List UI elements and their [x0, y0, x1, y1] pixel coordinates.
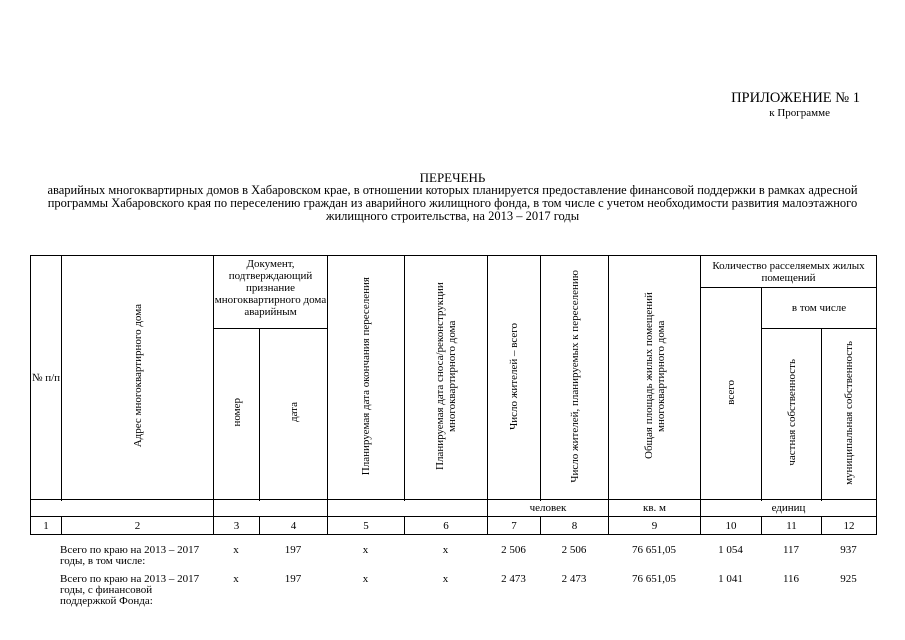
header-document: Документ, подтверждающий признание многоквартирного дома аварийным [214, 256, 328, 329]
header-relocation-end: Планируемая дата окончания переселения [328, 256, 405, 500]
document-title: ПЕРЕЧЕНЬ [419, 170, 486, 185]
column-numbers-row [31, 517, 877, 535]
housing-table [30, 255, 877, 535]
row-rooms-total: 1 041 [718, 573, 743, 585]
row-residents-total: 2 473 [501, 573, 526, 585]
header-number: № п/п [31, 256, 62, 500]
header-rooms-group: Количество расселяемых жилых помещений [701, 256, 877, 288]
unit-units: единиц [701, 500, 877, 517]
row-demolition: х [442, 544, 449, 556]
row-residents-planned: 2 473 [561, 573, 587, 585]
header-doc-date: дата [260, 329, 328, 500]
column-number: 10 [701, 517, 762, 535]
table-row [30, 573, 876, 607]
header-private: частная собственность [762, 329, 822, 500]
column-number: 11 [762, 517, 822, 535]
header-municipal: муниципальная собственность [822, 329, 877, 500]
row-private: 116 [782, 573, 800, 585]
header-residents-total: Число жителей – всего [488, 256, 541, 500]
appendix-subtitle: к Программе [769, 107, 830, 119]
row-doc-number: х [233, 573, 239, 585]
column-number: 6 [405, 517, 488, 535]
row-doc-date: 197 [284, 573, 302, 585]
row-label: Всего по краю на 2013 – 2017 годы, в том числе: [60, 544, 200, 567]
header-residents-planned: Число жителей, планируемых к переселению [541, 256, 609, 500]
unit-people: человек [488, 500, 609, 517]
column-number: 4 [260, 517, 328, 535]
row-relocation-end: х [362, 573, 369, 585]
column-number: 12 [822, 517, 877, 535]
row-label: Всего по краю на 2013 – 2017 годы, с финансовой поддержкой Фонда: [60, 573, 200, 607]
appendix-title: ПРИЛОЖЕНИЕ № 1 [731, 90, 860, 106]
column-number: 8 [541, 517, 609, 535]
column-number: 7 [488, 517, 541, 535]
document-subtitle: аварийных многоквартирных домов в Хабаровском крае, в отношении которых планируется предоставление финансовой поддержки в рамках адресной программы Хабаровского края по переселению граждан из аварийного жилищного фонда, в том числе с учетом необходимости развития малоэтажного жилищного строительства, на 2013 – 2017 годы [47, 183, 858, 223]
row-doc-date: 197 [284, 544, 302, 556]
header-address: Адрес многоквартирного дома [62, 256, 214, 500]
header-area: Общая площадь жилых помещений многоквартирного дома [609, 256, 701, 500]
unit-area: кв. м [609, 500, 701, 517]
column-number: 3 [214, 517, 260, 535]
header-doc-number: номер [214, 329, 260, 500]
column-number: 5 [328, 517, 405, 535]
row-municipal: 937 [840, 544, 857, 556]
row-area: 76 651,05 [632, 544, 676, 556]
row-rooms-total: 1 054 [718, 544, 743, 556]
row-demolition: х [442, 573, 449, 585]
column-number: 9 [609, 517, 701, 535]
row-private: 117 [782, 544, 800, 556]
row-area: 76 651,05 [632, 573, 676, 585]
column-number: 1 [31, 517, 62, 535]
header-rooms-total: всего [701, 288, 762, 500]
row-residents-planned: 2 506 [561, 544, 587, 556]
row-doc-number: х [233, 544, 239, 556]
row-municipal: 925 [840, 573, 857, 585]
header-including: в том числе [762, 288, 877, 329]
header-demolition: Планируемая дата сноса/реконструкции многоквартирного дома [405, 256, 488, 500]
row-residents-total: 2 506 [501, 544, 526, 556]
row-relocation-end: х [362, 544, 369, 556]
column-number: 2 [62, 517, 214, 535]
table-row [30, 545, 876, 575]
